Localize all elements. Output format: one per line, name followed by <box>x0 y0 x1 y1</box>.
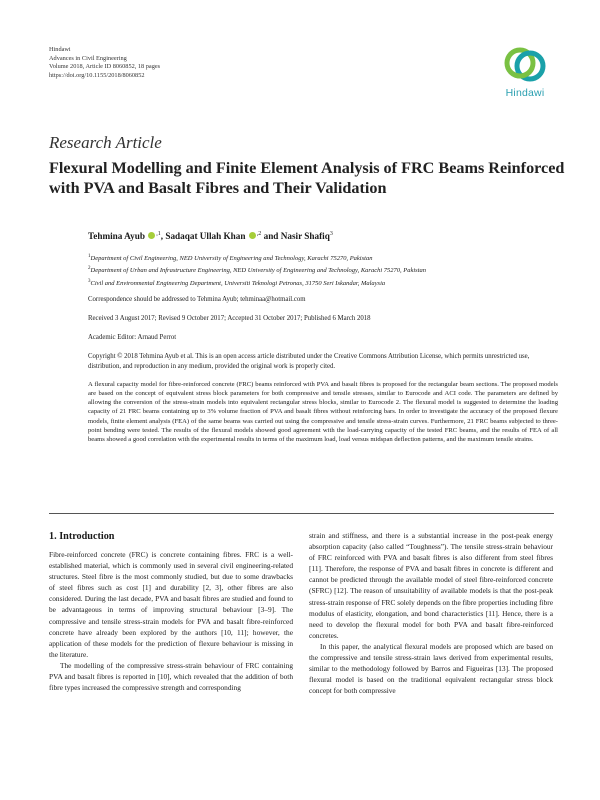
publication-dates: Received 3 August 2017; Revised 9 October 2017; Accepted 31 October 2017; Published 6 March 2018 <box>88 315 371 322</box>
author-separator: , <box>160 231 166 242</box>
affiliation-item <box>88 252 558 264</box>
publisher-logo <box>496 45 554 105</box>
orcid-icon[interactable] <box>249 232 256 239</box>
author-name: Nasir Shafiq <box>280 231 330 242</box>
body-paragraph: In this paper, the analytical flexural models are proposed which are based on the compressive and tensile stress-strain laws derived from experimental results, similar to the methodology followed by Barros and Figueiras [13]. The proposed flexural model is based on the traditional equivalent rectangular stress block concept for both compressive <box>309 641 553 696</box>
volume-line: Volume 2018, Article ID 8060852, 18 pages <box>49 63 161 71</box>
journal-meta <box>49 46 160 80</box>
logo-wordmark: Hindawi <box>505 87 545 99</box>
affiliation-item <box>88 277 558 289</box>
journal-name: Advances in Civil Engineering <box>49 54 127 62</box>
author-affil-sup: 3 <box>329 231 333 237</box>
affiliation-text: Department of Urban and Infrastructure Engineering, NED University of Engineering and Technology, Karachi 75270, Pakistan <box>90 267 427 275</box>
author-affil-sup: ,1 <box>156 231 161 237</box>
affiliations <box>88 252 558 289</box>
affiliation-number: 3 <box>88 278 91 284</box>
affiliation-text: Civil and Environmental Engineering Department, Universiti Teknologi Petronas, 31750 Seri Iskandar, Malaysia <box>90 279 386 287</box>
author-name: Sadaqat Ullah Khan <box>165 231 246 242</box>
body-paragraph: Fibre-reinforced concrete (FRC) is concrete containing fibres. FRC is a well-established material, which is commonly used in several civil engineering-related structures. Steel fibre is the most commonly studied, but due to some drawbacks of steel fibres such as cost [1] and durability [2, 3], other fibres are also considered. During the last decade, PVA and basalt fibres are studied and found to be advantageous in terms of improving structural behaviour [3–9]. The compressive and tensile stress-strain models for PVA and basalt fibre-reinforced concrete have already been explored by the authors [10, 11]; however, the application of these models for the prediction of flexure behaviour is missing in the literature. <box>49 550 293 659</box>
orcid-icon[interactable] <box>148 232 155 239</box>
body-paragraph: strain and stiffness, and there is a substantial increase in the post-peak energy absorption capacity (also called “Toughness”). The tensile stress-strain behaviour of FRC reinforced with PVA and basalt fibres is also different from steel fibres [11]. Therefore, the response of PVA and basalt fibres in concrete is different and cannot be predicted through the available model of steel fibre-reinforced concrete (SFRC) [12]. The reason of unsuitability of available models is that the post-peak stress-strain response of FRC solely depends on the fibre properties including fibre modulus of elasticity, elongation, and bond characteristics [11]. Hence, there is a need to develop the flexural model for both PVA and basalt fibre-reinforced concretes. <box>309 531 553 640</box>
body-paragraph: The modelling of the compressive stress-strain behaviour of FRC containing PVA and basalt fibres is reported in [10], which revealed that the addition of both fibre types increased the compressive strength and corresponding <box>49 660 293 693</box>
section-heading: 1. Introduction <box>49 531 115 542</box>
author-list <box>88 231 333 241</box>
hindawi-logo-icon <box>503 45 547 85</box>
paper-title: Flexural Modelling and Finite Element Analysis of FRC Beams Reinforced with PVA and Basalt Fibres and Their Validation <box>49 159 565 197</box>
author-separator: and <box>261 231 281 242</box>
article-type: Research Article <box>49 133 162 152</box>
correspondence: Correspondence should be addressed to Tehmina Ayub; tehminaa@hotmail.com <box>88 296 306 303</box>
affiliation-number: 1 <box>88 254 91 259</box>
doi-link[interactable]: https://doi.org/10.1155/2018/8060852 <box>49 71 145 79</box>
author-name: Tehmina Ayub <box>88 231 145 242</box>
section-divider <box>49 513 554 514</box>
affiliation-item <box>88 264 558 276</box>
right-column <box>309 530 553 696</box>
copyright-notice: Copyright © 2018 Tehmina Ayub et al. This is an open access article distributed under the Creative Commons Attribution License, which permits unrestricted use, distribution, and reproduction in any medium, provided the original work is properly cited. <box>88 353 530 370</box>
affiliation-number: 2 <box>88 266 91 272</box>
abstract: A flexural capacity model for fibre-reinforced concrete (FRC) beams reinforced with PVA and basalt fibres is proposed for the rectangular beam sections. The proposed models are based on the concept of equivalent stress block parameters for both compressive and tensile stresses, similar to Eurocode and ACI code. The parameters are defined by allowing the conversion of the stress-strain models into equivalent rectangular stress blocks, similar to Eurocode 2. The flexural model is suggested to determine the loading capacity of 21 FRC beams containing up to 3% volume fraction of PVA and basalt fibres without reinforcing bars. In order to investigate the accuracy of the proposed flexure models, finite element analysis (FEA) of the same beams was carried out using the compressive and tensile stress-strain curves. Furthermore, 21 FRC beams subjected to three-point bending were tested. The results of the flexural models showed good agreement with the load-carrying capacity of the tested FRC beams, and the results of FEA of all beams showed a good correlation with the experimental results in terms of the maximum load, load versus midspan deflection patterns, and the maximum tensile strains. <box>88 381 558 443</box>
left-column <box>49 530 293 693</box>
author-affil-sup: ,2 <box>256 231 262 237</box>
affiliation-text: Department of Civil Engineering, NED University of Engineering and Technology, Karachi 75270, Pakistan <box>90 255 373 263</box>
publisher-name: Hindawi <box>49 46 71 53</box>
academic-editor: Academic Editor: Arnaud Perrot <box>88 334 177 341</box>
